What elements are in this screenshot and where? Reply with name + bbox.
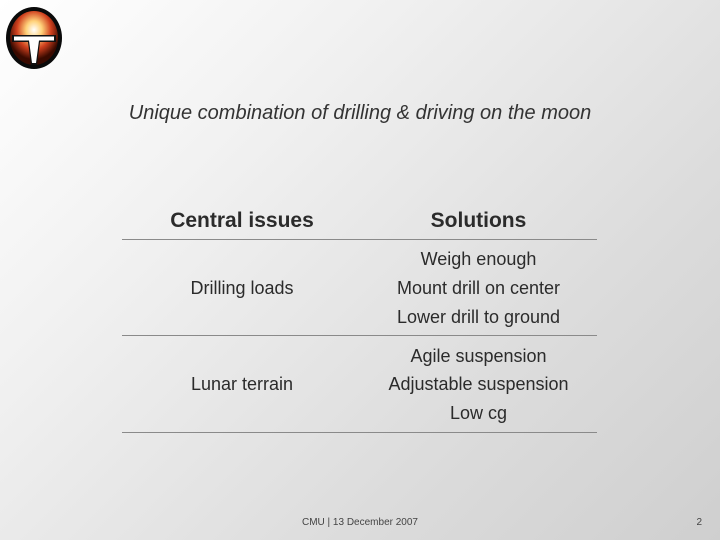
solution-item: Agile suspension bbox=[410, 346, 547, 366]
table-row-issue: Drilling loads bbox=[190, 278, 294, 298]
solution-item: Lower drill to ground bbox=[396, 307, 561, 327]
table-rule-middle bbox=[122, 335, 597, 336]
page-number: 2 bbox=[696, 517, 702, 528]
header-solutions: Solutions bbox=[430, 209, 527, 232]
header-central-issues: Central issues bbox=[170, 209, 314, 232]
table-row-issue: Lunar terrain bbox=[190, 374, 294, 394]
table-rule-bottom bbox=[122, 432, 597, 433]
solution-item: Adjustable suspension bbox=[388, 374, 569, 394]
slide-footer: CMU | 13 December 2007 bbox=[302, 517, 418, 528]
slide-subtitle: Unique combination of drilling & driving on the moon bbox=[128, 102, 592, 124]
solution-item: Weigh enough bbox=[420, 249, 537, 269]
table-rule-top bbox=[122, 239, 597, 240]
solution-item: Low cg bbox=[449, 403, 508, 423]
logo-icon bbox=[4, 5, 64, 71]
solution-item: Mount drill on center bbox=[396, 278, 561, 298]
